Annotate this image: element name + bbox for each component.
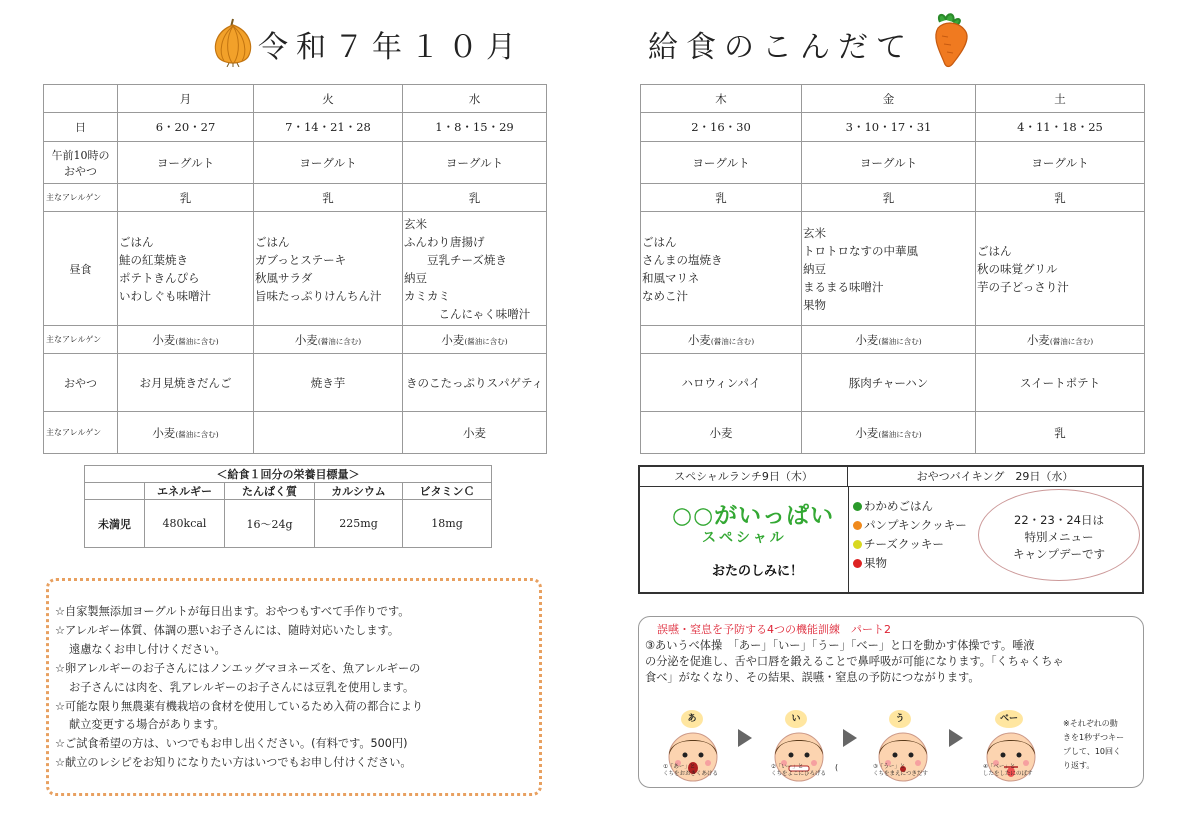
lunch-item: 和風マリネ [642, 270, 700, 285]
viking-item-text: チーズクッキー [864, 537, 944, 551]
row-label-am-snack [44, 142, 118, 184]
lunch-item: 玄米 [404, 216, 427, 231]
allergen-note: (醤油に含む) [175, 336, 219, 346]
row-label-am-snack-line2: おやつ [64, 164, 97, 178]
arrow-right-icon [843, 729, 857, 747]
note-line: お子さんには肉を、乳アレルギーのお子さんには豆乳を使用します。 [69, 680, 415, 694]
lunch-cell [254, 212, 403, 326]
snack-viking-header: おやつバイキング 29日（水） [848, 467, 1142, 487]
lunch-item: さんまの塩焼き [642, 252, 723, 267]
allergen-text: 小麦 [709, 425, 733, 440]
pm-snack-cell: お月見焼きだんご [118, 354, 254, 412]
note-line: ☆アレルギー体質、体調の悪いお子さんには、随時対応いたします。 [55, 623, 400, 637]
viking-item-text: 果物 [864, 556, 887, 570]
row-label-pm-snack: おやつ [44, 354, 118, 412]
am-snack-cell: ヨーグルト [118, 142, 254, 184]
viking-item [853, 497, 967, 516]
weekday-header: 月 [118, 85, 254, 113]
am-snack-cell: ヨーグルト [403, 142, 547, 184]
allergen-cell [254, 326, 403, 354]
face-caption-line: くちをおおきくあける [663, 771, 719, 777]
bullet-dot-icon [853, 559, 862, 568]
bullet-dot-icon [853, 521, 862, 530]
dates-cell: 2・16・30 [641, 113, 802, 142]
face-caption-line: ②「いー」と [771, 764, 804, 770]
allergen-cell: 乳 [254, 184, 403, 212]
exercise-box [638, 616, 1144, 788]
face-label: う [889, 710, 911, 728]
lunch-item: 納豆 [803, 261, 826, 276]
lunch-item: 玄米 [803, 225, 826, 240]
weekday-header: 水 [403, 85, 547, 113]
nutrition-header: たんぱく質 [225, 483, 315, 500]
allergen-text: 小麦 [1026, 332, 1050, 347]
allergen-text: 小麦 [463, 425, 486, 440]
lunch-item: 鮭の紅葉焼き [119, 252, 188, 267]
lunch-cell [976, 212, 1145, 326]
allergen-cell [976, 412, 1145, 454]
special-lunch-title: ○○がいっぱい [672, 503, 835, 529]
lunch-item: トロトロなすの中華風 [803, 243, 918, 258]
exercise-body-line: 食べ」がなくなり、その結果、誤嚥・窒息の予防につながります。 [645, 671, 980, 684]
allergen-cell [641, 326, 802, 354]
arrow-right-icon [949, 729, 963, 747]
face-caption [771, 764, 826, 778]
allergen-note: (醤油に含む) [464, 336, 508, 346]
note-line: 献立変更する場合があります。 [69, 718, 225, 732]
stray-mark: ( [835, 763, 839, 772]
viking-item [853, 554, 967, 573]
special-lunch-subtitle: スペシャル [702, 530, 787, 546]
special-lunch-header: スペシャルランチ9日（木） [640, 467, 848, 487]
am-snack-cell: ヨーグルト [641, 142, 802, 184]
nutrition-value: 16〜24g [225, 500, 315, 548]
dates-cell: 6・20・27 [118, 113, 254, 142]
pm-snack-cell: スイートポテト [976, 354, 1145, 412]
viking-item [853, 516, 967, 535]
nutrition-value: 480kcal [145, 500, 225, 548]
exercise-note-line: きを1秒ずつキー [1063, 733, 1125, 742]
am-snack-cell: ヨーグルト [254, 142, 403, 184]
row-label-day: 日 [44, 113, 118, 142]
lunch-item: ポテトきんぴら [119, 270, 200, 285]
nutrition-header: カルシウム [315, 483, 403, 500]
row-label-allergen: 主なアレルゲン [44, 412, 118, 454]
allergen-note: (醤油に含む) [878, 429, 922, 439]
lunch-item: カミカミ [404, 288, 450, 303]
allergen-cell [641, 412, 802, 454]
face-label: あ [681, 710, 703, 728]
am-snack-cell: ヨーグルト [976, 142, 1145, 184]
allergen-cell: 乳 [403, 184, 547, 212]
weekday-header: 金 [802, 85, 976, 113]
exercise-body-line: の分泌を促進し、舌や口唇を鍛えることで鼻呼吸が可能になります。「くちゃくちゃ [645, 655, 1064, 668]
allergen-text: 乳 [1054, 425, 1066, 440]
note-line: ☆卵アレルギーのお子さんにはノンエッグマヨネーズを、魚アレルギーの [55, 661, 421, 675]
lunch-cell [802, 212, 976, 326]
nutrition-value: 18mg [403, 500, 492, 548]
lunch-item: 芋の子どっさり汁 [977, 279, 1069, 294]
exercise-body [645, 638, 1141, 686]
face-caption-line: くちをよこにひろげる [771, 771, 827, 777]
allergen-text: 小麦 [687, 332, 711, 347]
allergen-cell [802, 326, 976, 354]
lunch-item: 果物 [803, 297, 826, 312]
lunch-item: 豆乳チーズ焼き [404, 252, 507, 267]
allergen-cell: 乳 [976, 184, 1145, 212]
nutrition-table [84, 465, 492, 548]
allergen-cell [254, 412, 403, 454]
lunch-item: ふんわり唐揚げ [404, 234, 485, 249]
viking-item [853, 535, 967, 554]
face-caption-line: ③「うー」と [873, 764, 906, 770]
exercise-note-line: ※それぞれの動 [1063, 719, 1118, 728]
row-label-allergen: 主なアレルゲン [44, 326, 118, 354]
allergen-cell [403, 412, 547, 454]
am-snack-cell: ヨーグルト [802, 142, 976, 184]
viking-item-text: パンプキンクッキー [864, 518, 967, 532]
camp-day-line: 22・23・24日は [1014, 513, 1104, 527]
special-lunch-enjoy: おたのしみに！ [712, 564, 804, 579]
lunch-cell [118, 212, 254, 326]
pm-snack-cell: 焼き芋 [254, 354, 403, 412]
face-label: べー [995, 710, 1023, 728]
corner-cell [44, 85, 118, 113]
lunch-item: いわしぐも味噌汁 [119, 288, 211, 303]
page-title-left: 令和７年１０月 [258, 30, 524, 65]
bullet-dot-icon [853, 502, 862, 511]
note-line: ☆ご試食希望の方は、いつでもお申し出ください。(有料です。500円) [55, 737, 408, 751]
allergen-cell [802, 412, 976, 454]
special-divider [848, 487, 849, 592]
allergen-text: 小麦 [855, 332, 879, 347]
face-caption-line: くちをまえにつきだす [873, 771, 928, 777]
exercise-note-line: プして、10回く [1063, 747, 1122, 756]
nutrition-corner [85, 483, 145, 500]
face-caption [873, 764, 928, 778]
lunch-item: ごはん [977, 243, 1012, 258]
pm-snack-cell: きのこたっぷりスパゲティ [403, 354, 547, 412]
lunch-item: ごはん [642, 234, 677, 249]
nutrition-header: エネルギー [145, 483, 225, 500]
lunch-item: なめこ汁 [642, 288, 688, 303]
allergen-cell: 乳 [118, 184, 254, 212]
special-event-box [638, 465, 1144, 594]
camp-day-line: キャンプデーです [1013, 547, 1105, 561]
note-line: 遠慮なくお申し付けください。 [69, 642, 226, 656]
lunch-item: ガブっとステーキ [255, 252, 347, 267]
carrot-icon [926, 12, 976, 74]
page-title-right: 給食のこんだて [648, 30, 914, 65]
exercise-note-line: り返す。 [1063, 761, 1095, 770]
lunch-item: ごはん [255, 234, 290, 249]
notes-box [46, 578, 542, 796]
row-label-am-snack-line1: 午前10時の [51, 148, 110, 162]
dates-cell: 1・8・15・29 [403, 113, 547, 142]
viking-item-text: わかめごはん [864, 499, 933, 513]
camp-day-bubble [978, 489, 1140, 581]
arrow-right-icon [738, 729, 752, 747]
face-caption-line: ④「べー」と [983, 764, 1016, 770]
dates-cell: 7・14・21・28 [254, 113, 403, 142]
exercise-body-line: ③あいうべ体操 「あー」「いー」「うー」「べー」と口を動かす体操です。唾液 [645, 639, 1035, 652]
face-caption-line: したをしたにのばす [983, 771, 1033, 777]
face-label: い [785, 710, 807, 728]
lunch-item: こんにゃく味噌汁 [404, 306, 531, 321]
pm-snack-cell: 豚肉チャーハン [802, 354, 976, 412]
allergen-text: 小麦 [855, 425, 879, 440]
lunch-item: 秋風サラダ [255, 270, 313, 285]
allergen-text: 小麦 [152, 332, 176, 347]
viking-list [853, 497, 967, 573]
lunch-item: 納豆 [404, 270, 427, 285]
row-label-lunch: 昼食 [44, 212, 118, 326]
row-label-allergen: 主なアレルゲン [44, 184, 118, 212]
allergen-cell [118, 412, 254, 454]
lunch-item: まるまる味噌汁 [803, 279, 884, 294]
face-caption [663, 764, 718, 778]
weekday-header: 木 [641, 85, 802, 113]
exercise-note [1063, 717, 1124, 773]
bullet-dot-icon [853, 540, 862, 549]
face-caption-line: ①「あー」と [663, 764, 696, 770]
allergen-text: 小麦 [294, 332, 318, 347]
onion-icon [210, 17, 256, 71]
exercise-title: 誤嚥・窒息を予防する4つの機能訓練 パート2 [657, 623, 891, 636]
note-line: ☆献立のレシピをお知りになりたい方はいつでもお申し付けください。 [55, 756, 412, 770]
dates-cell: 3・10・17・31 [802, 113, 976, 142]
dates-cell: 4・11・18・25 [976, 113, 1145, 142]
allergen-note: (醤油に含む) [317, 336, 362, 346]
face-caption [983, 764, 1033, 778]
allergen-text: 小麦 [441, 332, 465, 347]
allergen-note: (醤油に含む) [175, 429, 219, 439]
allergen-note: (醤油に含む) [710, 336, 755, 346]
lunch-item: ごはん [119, 234, 154, 249]
camp-day-line: 特別メニュー [1024, 530, 1094, 544]
pm-snack-cell: ハロウィンパイ [641, 354, 802, 412]
allergen-text: 小麦 [152, 425, 176, 440]
nutrition-title: ＜給食１回分の栄養目標量＞ [85, 466, 492, 483]
nutrition-value: 225mg [315, 500, 403, 548]
allergen-cell [976, 326, 1145, 354]
nutrition-header: ビタミンＣ [403, 483, 492, 500]
allergen-cell [403, 326, 547, 354]
allergen-note: (醤油に含む) [878, 336, 922, 346]
nutrition-row-label: 未満児 [85, 500, 145, 548]
weekday-header: 土 [976, 85, 1145, 113]
allergen-note: (醤油に含む) [1049, 336, 1094, 346]
menu-table-right [640, 84, 1145, 454]
allergen-cell: 乳 [802, 184, 976, 212]
weekday-header: 火 [254, 85, 403, 113]
allergen-cell [118, 326, 254, 354]
lunch-item: 秋の味覚グリル [977, 261, 1058, 276]
menu-table-left [43, 84, 547, 454]
note-line: ☆可能な限り無農薬有機栽培の食材を使用しているため入荷の都合により [55, 699, 424, 713]
note-line: ☆自家製無添加ヨーグルトが毎日出ます。おやつもすべて手作りです。 [55, 605, 410, 618]
lunch-item: 旨味たっぷりけんちん汁 [255, 288, 382, 303]
lunch-cell [403, 212, 547, 326]
allergen-cell: 乳 [641, 184, 802, 212]
lunch-cell [641, 212, 802, 326]
